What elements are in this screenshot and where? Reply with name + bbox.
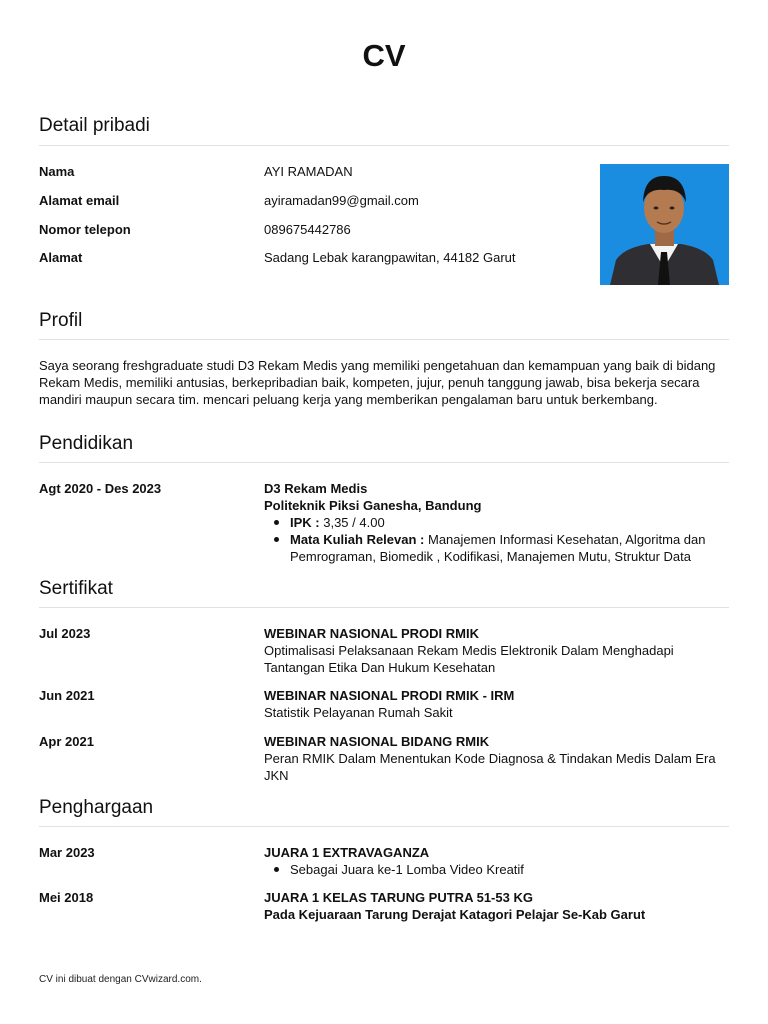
label-phone: Nomor telepon	[39, 222, 131, 237]
profile-text: Saya seorang freshgraduate studi D3 Rekam Medis yang memiliki pengetahuan dan kemampuan yang baik di bidang Rekam Medis, memiliki antusias, berkepribadian baik, kompeten, jujur, penuh tanggung jawab, bisa bekerja secara mandiri maupun secara tim. mencari peluang kerja yang memberikan pengalaman baru untuk berkembang.	[39, 358, 716, 407]
certificate-date: Apr 2021	[39, 734, 94, 749]
section-heading-personal: Detail pribadi	[39, 115, 150, 136]
person-portrait-icon	[600, 164, 729, 285]
divider	[39, 826, 729, 827]
section-heading-profile: Profil	[39, 310, 83, 331]
footer-credit: CV ini dibuat dengan CVwizard.com.	[39, 974, 202, 985]
award-date: Mei 2018	[39, 890, 94, 905]
award-title: JUARA 1 EXTRAVAGANZA	[264, 845, 430, 860]
certificate-title: WEBINAR NASIONAL BIDANG RMIK	[264, 734, 490, 749]
certificate-date: Jul 2023	[39, 626, 91, 641]
certificate-entry	[264, 733, 729, 784]
certificate-date: Jun 2021	[39, 688, 95, 703]
award-title: JUARA 1 KELAS TARUNG PUTRA 51-53 KG	[264, 890, 533, 905]
certificate-desc: Peran RMIK Dalam Menentukan Kode Diagnosa & Tindakan Medis Dalam Era JKN	[264, 751, 716, 783]
certificate-desc: Optimalisasi Pelaksanaan Rekam Medis Elektronik Dalam Menghadapi Tantangan Etika Dan Hukum Kesehatan	[264, 643, 674, 675]
bullet-text: Manajemen Informasi Kesehatan, Algoritma dan Pemrograman, Biomedik , Kodifikasi, Manajemen Mutu, Struktur Data	[290, 532, 706, 564]
education-date: Agt 2020 - Des 2023	[39, 481, 162, 496]
bullet-label: IPK :	[290, 515, 320, 530]
list-item: Sebagai Juara ke-1 Lomba Video Kreatif	[264, 861, 729, 878]
education-bullets	[264, 514, 729, 565]
certificate-title: WEBINAR NASIONAL PRODI RMIK - IRM	[264, 688, 515, 703]
award-entry	[264, 844, 729, 878]
award-bullets	[264, 861, 729, 878]
education-entry	[264, 480, 729, 565]
list-item	[264, 531, 729, 565]
divider	[39, 462, 729, 463]
page-title: CV	[362, 38, 406, 73]
divider	[39, 607, 729, 608]
certificate-entry	[264, 625, 729, 676]
bullet-text: 3,35 / 4.00	[319, 515, 385, 530]
label-address: Alamat	[39, 250, 83, 265]
value-phone: 089675442786	[264, 222, 351, 237]
value-address: Sadang Lebak karangpawitan, 44182 Garut	[264, 250, 516, 265]
education-school: Politeknik Piksi Ganesha, Bandung	[264, 498, 482, 513]
label-name: Nama	[39, 164, 75, 179]
divider	[39, 145, 729, 146]
profile-photo	[600, 164, 729, 285]
section-heading-awards: Penghargaan	[39, 797, 154, 818]
certificate-desc: Statistik Pelayanan Rumah Sakit	[264, 705, 453, 720]
value-email: ayiramadan99@gmail.com	[264, 193, 419, 208]
award-date: Mar 2023	[39, 845, 95, 860]
award-subtitle: Pada Kejuaraan Tarung Derajat Katagori Pelajar Se-Kab Garut	[264, 907, 646, 922]
list-item	[264, 514, 729, 531]
divider	[39, 339, 729, 340]
award-entry	[264, 889, 729, 923]
section-heading-certificates: Sertifikat	[39, 578, 113, 599]
bullet-label: Mata Kuliah Relevan :	[290, 532, 425, 547]
value-name: AYI RAMADAN	[264, 164, 353, 179]
label-email: Alamat email	[39, 193, 120, 208]
education-degree: D3 Rekam Medis	[264, 481, 368, 496]
certificate-title: WEBINAR NASIONAL PRODI RMIK	[264, 626, 479, 641]
section-heading-education: Pendidikan	[39, 433, 134, 454]
certificate-entry	[264, 687, 729, 721]
